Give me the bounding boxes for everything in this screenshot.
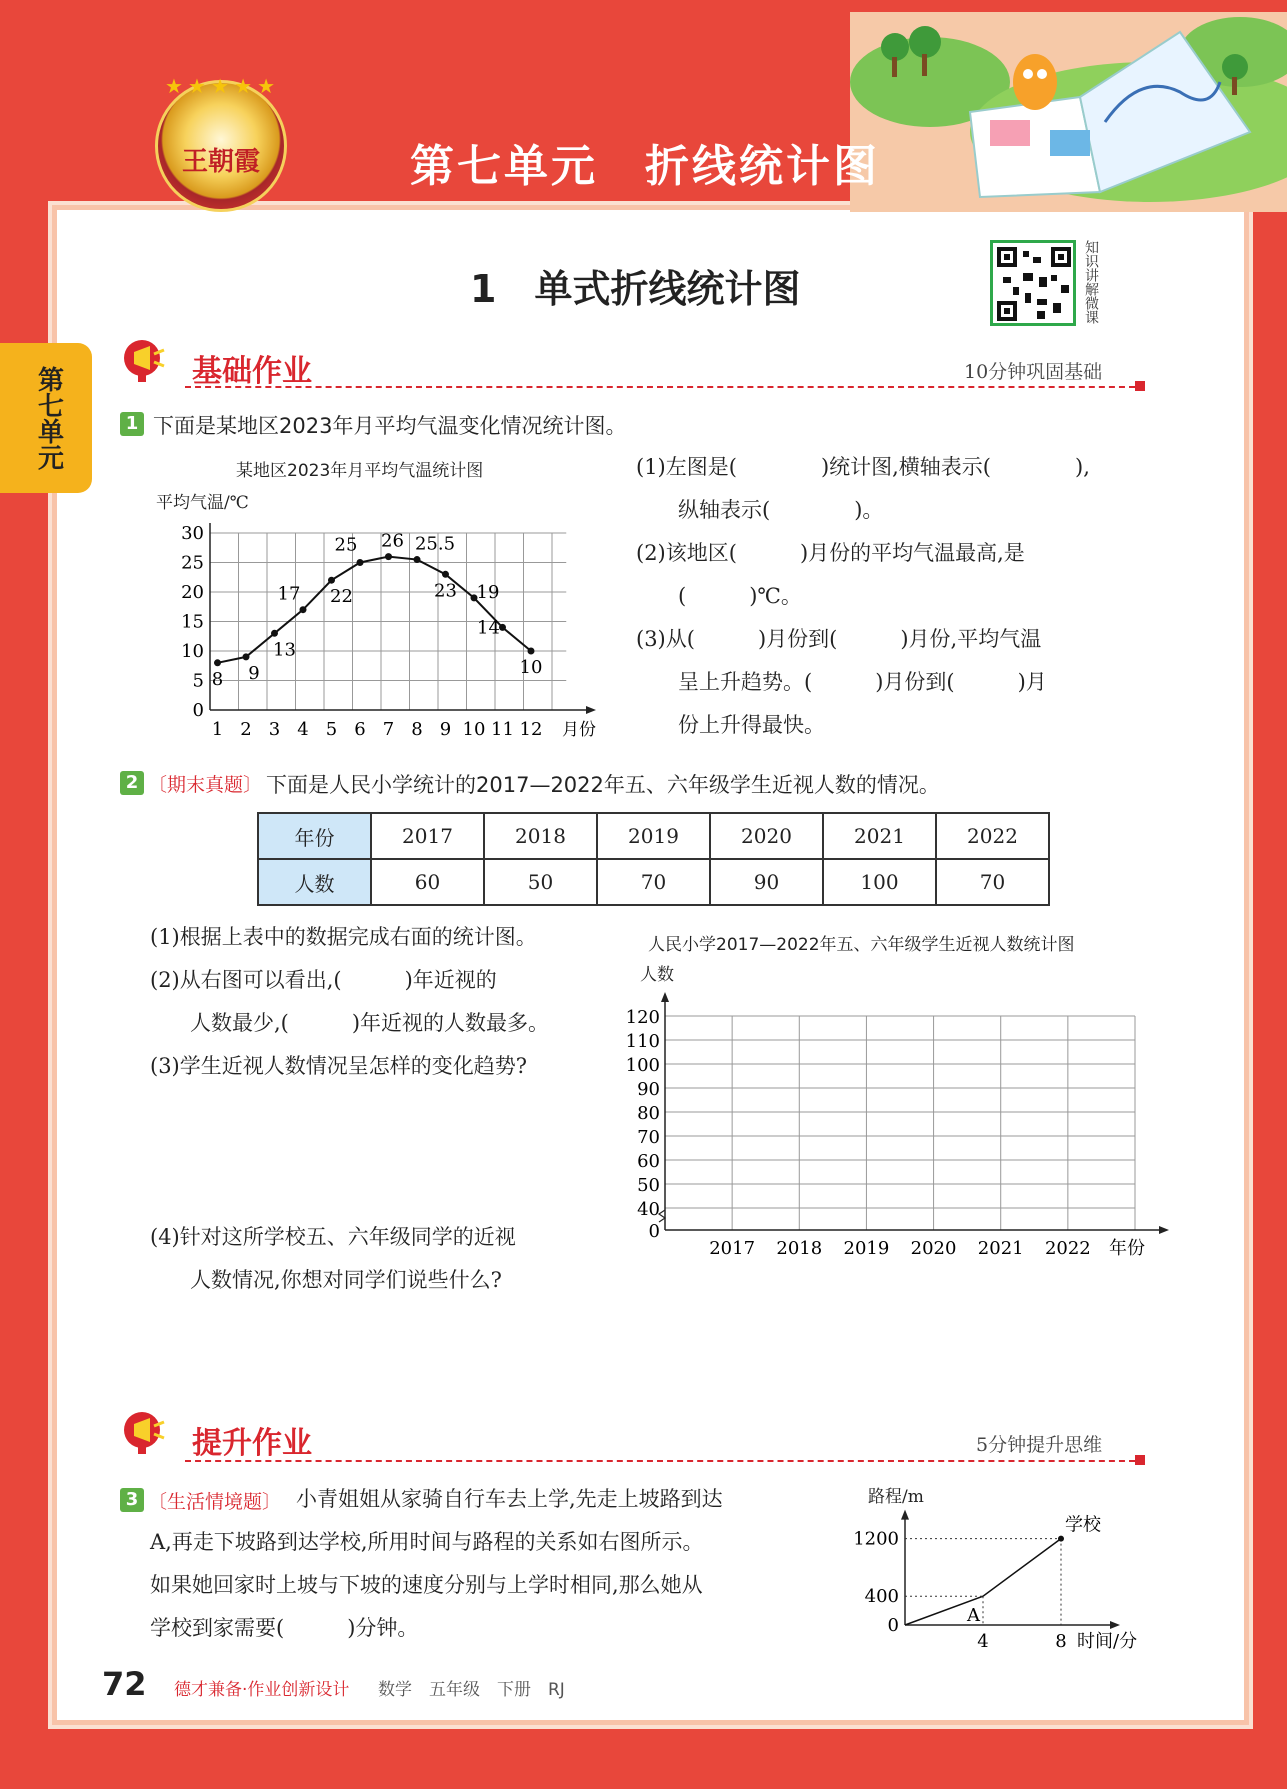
table-cell: 2018 [484,813,597,859]
table-cell: 2017 [371,813,484,859]
data-label: 22 [330,586,353,608]
divider-end-marker [1135,1455,1145,1465]
q3-line: 学校到家需要( )分钟。 [150,1616,419,1640]
q3-line: 如果她回家时上坡与下坡的速度分别与上学时相同,那么她从 [150,1573,703,1597]
data-label: 17 [277,583,301,605]
qr-code-icon [997,247,1071,321]
myopia-blank-chart [620,985,1160,1260]
temperature-line-chart [150,510,620,740]
q2-line: (4)针对这所学校五、六年级同学的近视 [150,1225,516,1249]
star-icon: ★ [257,74,276,98]
series-line [218,557,532,663]
q1-line: (1)左图是( )统计图,横轴表示( ), [636,455,1090,479]
data-point [385,553,392,560]
data-point [528,648,535,655]
data-point [214,659,221,666]
qr-label: 知识讲解微课 [1083,240,1099,324]
y-tick-label: 90 [637,1079,660,1100]
data-point [414,556,421,563]
question-tag: 〔生活情境题〕 [148,1491,282,1513]
table-row [258,859,1049,905]
q2-line: (1)根据上表中的数据完成右面的统计图。 [150,925,537,949]
data-point [499,624,506,631]
y-tick-label: 0 [648,1221,660,1242]
x-axis-label: 时间/分 [1077,1631,1138,1652]
brand-logo-text: 王朝霞 [181,147,260,177]
y-tick-label: 40 [637,1199,660,1220]
unit-title: 第七单元 折线统计图 [410,141,880,192]
y-tick-label: 70 [637,1127,660,1148]
point-label-a: A [967,1605,980,1626]
question-prompt: 下面是某地区2023年月平均气温变化情况统计图。 [153,414,627,438]
x-tick-label: 2020 [910,1238,957,1259]
section-advanced-title: 提升作业 [192,1426,312,1461]
x-tick-label: 12 [519,719,543,740]
chart1-title: 某地区2023年月平均气温统计图 [236,461,484,481]
data-label: 19 [476,581,500,603]
chart3-ylabel: 路程/m [868,1487,924,1507]
data-label: 25.5 [414,533,456,555]
q1-line: 份上升得最快。 [678,713,825,737]
megaphone-icon [120,336,168,384]
question-prompt: 下面是人民小学统计的2017—2022年五、六年级学生近视人数的情况。 [266,773,940,797]
x-tick-label: 2018 [776,1238,823,1259]
y-tick-label: 30 [181,523,204,544]
x-tick-label: 8 [1055,1631,1067,1652]
table-cell: 50 [484,859,597,905]
data-label: 25 [334,534,358,556]
y-tick-label: 0 [887,1615,899,1636]
table-cell: 2019 [597,813,710,859]
y-tick-label: 20 [181,582,204,603]
series-name: 德才兼备·作业创新设计 [174,1680,350,1700]
x-tick-label: 6 [354,719,366,740]
star-icon: ★ [188,74,206,98]
q2-line: 人数情况,你想对同学们说些什么? [190,1268,502,1292]
data-label: 23 [434,580,457,602]
q2-line: (2)从右图可以看出,( )年近视的 [150,968,497,992]
table-cell: 2021 [823,813,936,859]
data-table [257,812,1050,906]
x-tick-label: 3 [268,719,281,740]
x-tick-label: 4 [977,1631,989,1652]
data-label: 8 [211,668,224,690]
star-icon: ★ [165,74,183,98]
q1-line: (2)该地区( )月份的平均气温最高,是 [636,541,1025,565]
x-tick-label: 2 [240,719,252,740]
question-number: 3 [120,1488,144,1512]
x-tick-label: 7 [382,719,395,740]
point-label-school: 学校 [1065,1514,1101,1536]
star-icon: ★ [234,74,253,98]
data-point [357,559,364,566]
table-header-cell: 人数 [258,859,371,905]
data-label: 9 [248,662,260,684]
data-point [328,577,335,584]
q3-line: A,再走下坡路到达学校,所用时间与路程的关系如右图所示。 [150,1530,704,1554]
section-basic-title: 基础作业 [192,354,312,389]
data-point [1058,1536,1064,1542]
question-number: 1 [120,412,144,436]
x-tick-label: 2021 [977,1238,1024,1259]
x-tick-label: 5 [325,719,338,740]
x-tick-label: 10 [462,719,486,740]
table-cell: 2020 [710,813,823,859]
x-axis-label: 年份 [1109,1238,1145,1259]
page-number: 72 [102,1665,147,1703]
q1-line: ( )℃。 [678,584,802,608]
section-advanced-subtitle: 5分钟提升思维 [976,1434,1103,1456]
lesson-title: 1 单式折线统计图 [470,267,801,311]
y-tick-label: 110 [625,1031,660,1052]
y-tick-label: 400 [864,1586,899,1608]
x-tick-label: 8 [411,719,423,740]
q1-line: (3)从( )月份到( )月份,平均气温 [636,627,1042,651]
section-basic-subtitle: 10分钟巩固基础 [964,361,1103,383]
table-cell: 90 [710,859,823,905]
divider-end-marker [1135,381,1145,391]
chart2-title: 人民小学2017—2022年五、六年级学生近视人数统计图 [648,935,1075,955]
table-cell: 100 [823,859,936,905]
table-cell: 70 [936,859,1049,905]
data-point [442,571,449,578]
question-tag: 〔期末真题〕 [148,774,263,796]
table-header-cell: 年份 [258,813,371,859]
y-axis-arrow [901,1510,909,1520]
table-cell: 60 [371,859,484,905]
chart2-ylabel: 人数 [640,965,674,985]
section-divider [185,1460,1135,1462]
megaphone-icon [120,1408,168,1456]
x-tick-label: 11 [491,719,514,740]
y-tick-label: 80 [637,1103,660,1124]
data-point [271,630,278,637]
x-tick-label: 2019 [843,1238,890,1259]
table-cell: 2022 [936,813,1049,859]
logo-stars [165,74,275,98]
data-label: 14 [477,617,500,639]
x-tick-label: 2022 [1044,1238,1091,1259]
book-info: 数学 五年级 下册 RJ [378,1680,565,1700]
y-tick-label: 120 [625,1007,660,1028]
x-axis-arrow [586,706,596,714]
x-tick-label: 1 [211,719,224,740]
q2-line: (3)学生近视人数情况呈怎样的变化趋势? [150,1054,528,1078]
x-axis-label: 月份 [562,720,596,740]
distance-time-chart [853,1500,1160,1660]
data-label: 10 [519,657,543,678]
question-number: 2 [120,771,144,795]
q1-line: 纵轴表示( )。 [678,498,884,522]
y-tick-label: 5 [192,670,204,692]
star-icon: ★ [211,74,229,98]
y-tick-label: 25 [181,552,204,574]
x-tick-label: 9 [439,719,452,740]
side-unit-tab: 第七单元 [0,343,92,493]
qr-code[interactable] [990,240,1076,326]
y-axis-arrow [661,992,669,1002]
x-axis-arrow [1110,1621,1120,1629]
y-tick-label: 10 [181,641,204,662]
table-cell: 70 [597,859,710,905]
section-divider [185,386,1135,388]
chart1-ylabel: 平均气温/℃ [156,493,249,513]
x-tick-label: 2017 [709,1238,756,1259]
y-tick-label: 60 [637,1151,660,1172]
data-point [243,653,250,660]
data-label: 26 [381,530,404,552]
x-tick-label: 4 [297,719,309,740]
data-point [300,606,307,613]
y-tick-label: 100 [625,1055,660,1076]
y-tick-label: 0 [192,700,204,721]
q1-line: 呈上升趋势。( )月份到( )月 [678,670,1047,694]
y-tick-label: 1200 [853,1528,899,1550]
y-tick-label: 50 [637,1175,660,1196]
q3-line: 小青姐姐从家骑自行车去上学,先走上坡路到达 [296,1487,723,1511]
y-tick-label: 15 [181,611,204,633]
header-illustration [850,12,1287,212]
q2-line: 人数最少,( )年近视的人数最多。 [190,1011,550,1035]
table-row [258,813,1049,859]
data-label: 13 [273,639,296,661]
